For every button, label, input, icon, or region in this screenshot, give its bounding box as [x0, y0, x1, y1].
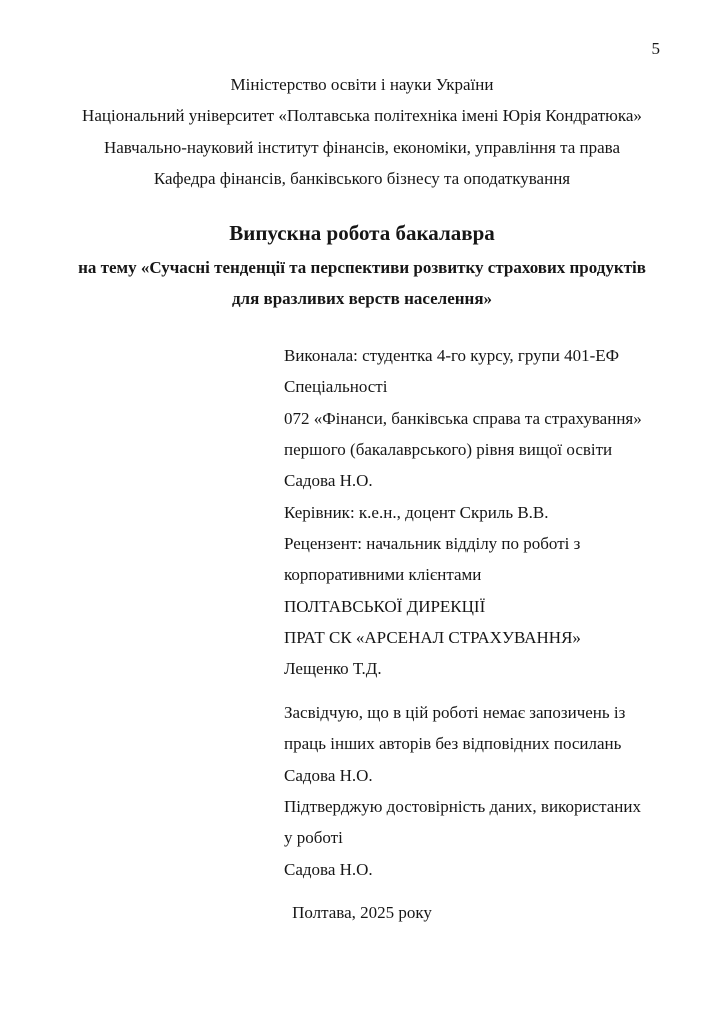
university-line: Національний університет «Полтавська політехніка імені Юрія Кондратюка» — [82, 106, 642, 126]
page-number: 5 — [651, 39, 660, 58]
reviewer-line-cont: корпоративними клієнтами — [284, 565, 482, 585]
author-name-line: Садова Н.О. — [284, 471, 373, 491]
thesis-title: Випускна робота бакалавра — [229, 221, 495, 245]
reviewer-name-line: Лещенко Т.Д. — [284, 659, 382, 679]
data-accuracy-line-cont: у роботі — [284, 828, 343, 848]
specialty-label-line: Спеціальності — [284, 377, 388, 397]
signature-name-line: Садова Н.О. — [284, 765, 373, 785]
thesis-title-block — [0, 218, 724, 249]
place-year-block — [0, 897, 724, 928]
institute-line: Навчально-науковий інститут фінансів, економіки, управління та права — [103, 137, 621, 157]
specialty-code-line: 072 «Фінанси, банківська справа та страхування» — [284, 408, 642, 428]
thesis-topic-block — [0, 252, 724, 315]
thesis-topic-line: для вразливих верств населення» — [231, 289, 493, 309]
data-accuracy-line: Підтверджую достовірність даних, використаних — [284, 797, 641, 817]
ministry-line: Міністерство освіти і науки України — [230, 75, 494, 94]
institution-header — [0, 69, 724, 194]
department-line: Кафедра фінансів, банківського бізнесу та оподаткування — [153, 169, 571, 189]
signature-name-line: Садова Н.О. — [284, 859, 373, 879]
directorate-line: ПОЛТАВСЬКОЇ ДИРЕКЦІЇ — [284, 596, 486, 616]
author-line: Виконала: студентка 4-го курсу, групи 401-ЕФ — [284, 346, 620, 365]
place-year-line: Полтава, 2025 року — [292, 903, 432, 922]
no-plagiarism-line-cont: праць інших авторів без відповідних посилань — [284, 734, 622, 754]
author-supervisor-block — [284, 340, 642, 685]
no-plagiarism-line: Засвідчую, що в цій роботі немає запозичень із — [284, 703, 626, 722]
supervisor-line: Керівник: к.е.н., доцент Скриль В.В. — [284, 502, 549, 522]
reviewer-line: Рецензент: начальник відділу по роботі з — [284, 534, 581, 554]
attestation-block — [284, 697, 641, 885]
thesis-topic-line: на тему «Сучасні тенденції та перспективи розвитку страхових продуктів — [78, 258, 646, 277]
degree-level-line: першого (бакалаврського) рівня вищої освіти — [284, 440, 613, 460]
company-line: ПРАТ СК «АРСЕНАЛ СТРАХУВАННЯ» — [284, 628, 581, 648]
